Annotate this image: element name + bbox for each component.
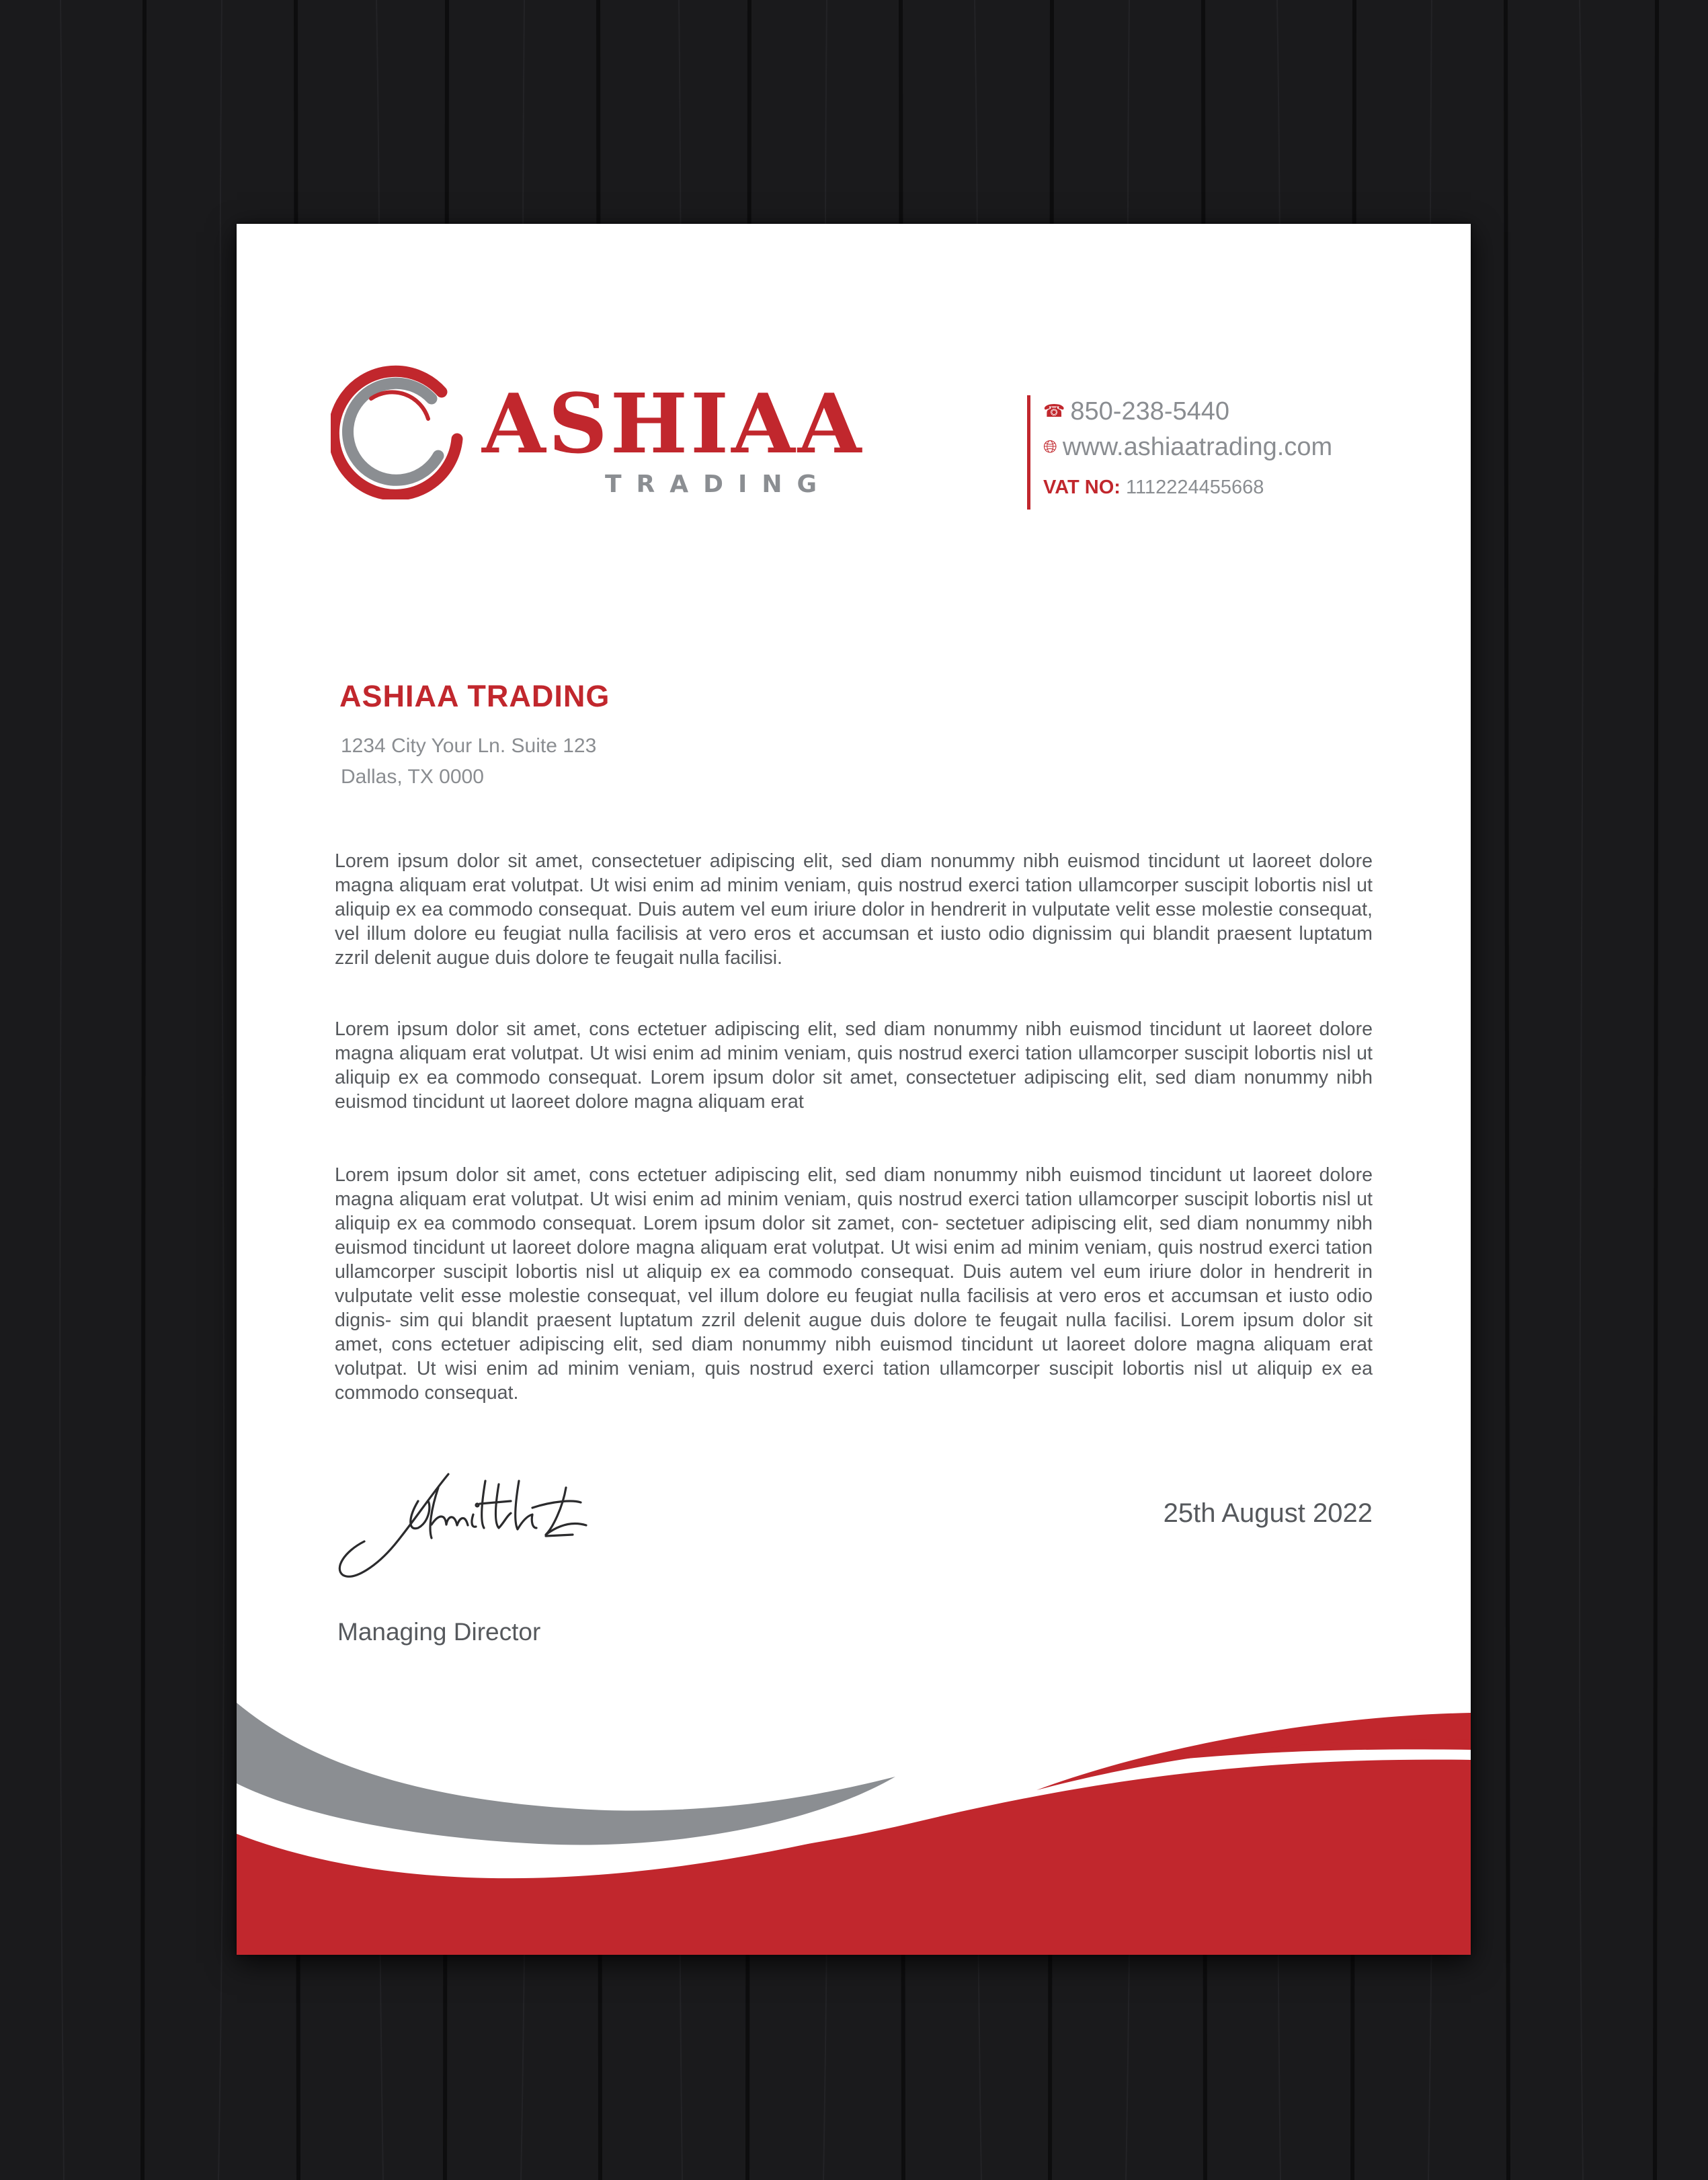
logo-wordmark: ASHIAA bbox=[482, 375, 864, 472]
body-paragraph-3: Lorem ipsum dolor sit amet, cons ectetuer adipiscing elit, sed diam nonummy nibh euismod tincidunt ut laoreet dolore magna aliquam erat volutpat. Ut wisi enim ad minim veniam, quis nostrud exerci tation ullamcorper suscipit lobortis nisl ut aliquip ex ea commodo consequat. Lorem ipsum dolor sit zamet, con- sectetuer adipiscing elit, sed diam nonummy nibh euismod tincidunt ut laoreet dolore magna aliquam erat volutpat. Ut wisi enim ad minim veniam, quis nostrud exerci tation ullamcorper suscipit lobortis nisl ut aliquip ex ea commodo consequat. Duis autem vel eum iriure dolor in hendrerit in vulputate velit esse molestie consequat, vel illum dolore eu feugiat nulla facilisis at vero eros et accumsan et iusto odio dignis- sim qui blandit praesent luptatum zzril delenit augue duis dolore te feugait nulla facilisi. Lorem ipsum dolor sit amet, cons ectetuer adipiscing elit, sed diam nonummy nibh euismod tincidunt ut laoreet dolore magna aliquam erat volutpat. Ut wisi enim ad minim veniam, quis nostrud exerci tation ullamcorper suscipit lobortis nisl ut aliquip ex ea commodo consequat. bbox=[335, 1164, 1373, 1404]
phone-number: 850-238-5440 bbox=[1070, 397, 1230, 426]
logo-ring-icon bbox=[331, 365, 465, 499]
vat-label: VAT NO: bbox=[1043, 477, 1121, 498]
letter-date: 25th August 2022 bbox=[1163, 1498, 1373, 1528]
contact-phone bbox=[1043, 399, 1229, 424]
body-paragraph-2: Lorem ipsum dolor sit amet, cons ectetuer adipiscing elit, sed diam nonummy nibh euismod tincidunt ut laoreet dolore magna aliquam erat volutpat. Ut wisi enim ad minim veniam, quis nostrud exerci tation ullamcorper suscipit lobortis nisl ut aliquip ex ea commodo consequat. Lorem ipsum dolor sit amet, consectetuer adipiscing elit, sed diam nonummy nibh euismod tincidunt ut laoreet dolore magna aliquam erat bbox=[335, 1018, 1373, 1113]
logo-tagline: TRADING bbox=[605, 471, 832, 498]
address-line-2: Dallas, TX 0000 bbox=[341, 766, 484, 788]
signatory-title: Managing Director bbox=[337, 1618, 541, 1646]
contact-website[interactable] bbox=[1043, 434, 1332, 460]
contact-divider bbox=[1027, 395, 1030, 510]
address-line-1: 1234 City Your Ln. Suite 123 bbox=[341, 735, 597, 757]
phone-icon: ☎ bbox=[1043, 401, 1065, 421]
body-paragraph-1: Lorem ipsum dolor sit amet, consectetuer adipiscing elit, sed diam nonummy nibh euismod tincidunt ut laoreet dolore magna aliquam erat volutpat. Ut wisi enim ad minim veniam, quis nostrud exerci tation ullamcorper suscipit lobortis nisl ut aliquip ex ea commodo consequat. Duis autem vel eum iriure dolor in hendrerit in vulputate velit esse molestie consequat, vel illum dolore eu feugiat nulla facilisis at vero eros et accumsan et iusto odio dignissim qui blandit praesent luptatum zzril delenit augue duis dolore te feugait nulla facilisi. bbox=[335, 850, 1373, 969]
handwritten-signature bbox=[331, 1461, 660, 1582]
globe-icon: 🌐︎ bbox=[1043, 436, 1057, 456]
vat-number: 1112224455668 bbox=[1125, 477, 1264, 498]
contact-vat bbox=[1043, 478, 1264, 497]
recipient-name: ASHIAA TRADING bbox=[339, 679, 610, 713]
footer-wave-decoration bbox=[237, 1689, 1471, 1955]
letterhead-page bbox=[237, 224, 1471, 1955]
website-url[interactable]: www.ashiaatrading.com bbox=[1062, 433, 1333, 461]
